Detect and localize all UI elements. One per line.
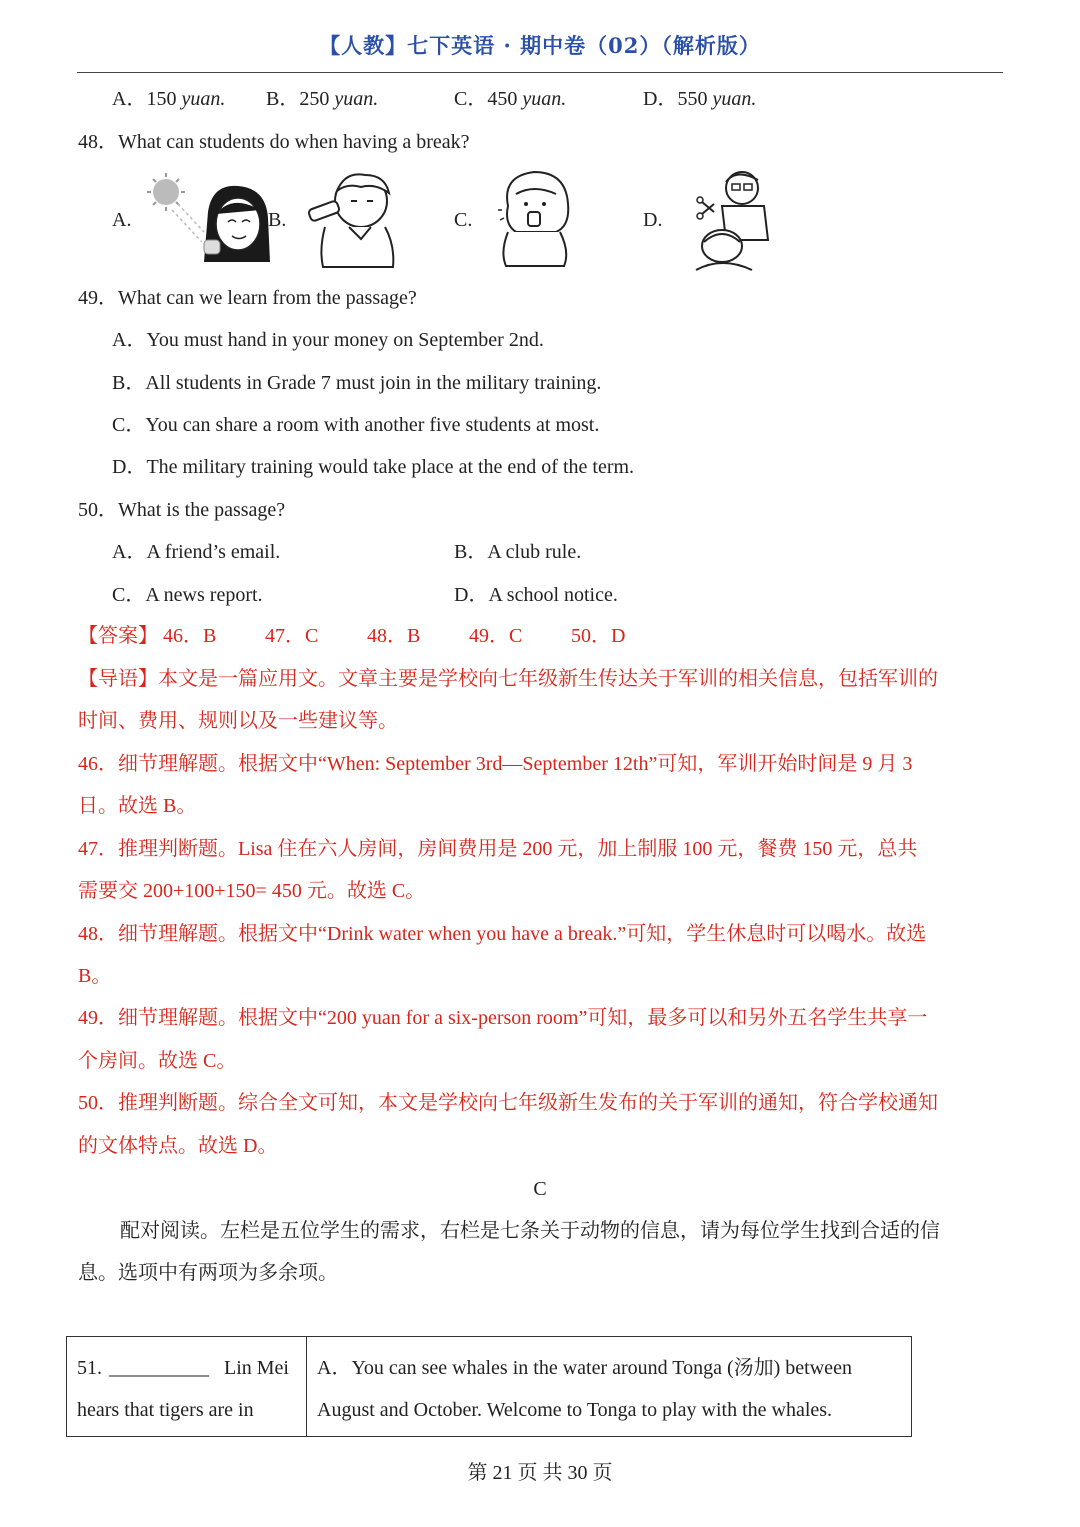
answer-47: 47．C bbox=[265, 625, 319, 647]
q47-option-d: D．550 yuan. bbox=[643, 88, 757, 110]
analysis-q48-line2: B。 bbox=[78, 965, 112, 987]
table-left-name: Lin Mei bbox=[224, 1357, 289, 1379]
barber-cutting-hair-icon bbox=[692, 166, 774, 272]
analysis-q46-line2: 日。故选 B。 bbox=[78, 795, 197, 817]
girl-eating-icon bbox=[494, 166, 576, 268]
section-c-instructions-line2: 息。选项中有两项为多余项。 bbox=[78, 1262, 338, 1284]
answer-label: 【答案】 bbox=[78, 625, 158, 647]
table-right-line2: August and October. Welcome to Tonga to play with the whales. bbox=[317, 1399, 833, 1421]
header-divider bbox=[77, 72, 1003, 73]
q50-option-c: C．A news report. bbox=[112, 584, 263, 606]
q47-option-b: B．250 yuan. bbox=[266, 88, 379, 110]
analysis-q50-line2: 的文体特点。故选 D。 bbox=[78, 1135, 278, 1157]
answer-49: 49．C bbox=[469, 625, 523, 647]
q48-option-b-letter: B. bbox=[268, 209, 287, 231]
section-c-instructions-line1: 配对阅读。左栏是五位学生的需求，右栏是七条关于动物的信息，请为每位学生找到合适的信 bbox=[120, 1220, 940, 1242]
q47-option-a: A．150 yuan. bbox=[112, 88, 226, 110]
analysis-q50-line1: 50．推理判断题。综合全文可知，本文是学校向七年级新生发布的关于军训的通知，符合学校通知 bbox=[78, 1092, 938, 1114]
page-footer-number: 第 21 页 共 30 页 bbox=[467, 1462, 613, 1484]
answer-50: 50．D bbox=[571, 625, 626, 647]
boy-drinking-water-icon bbox=[305, 165, 403, 269]
analysis-intro-line1: 【导语】本文是一篇应用文。文章主要是学校向七年级新生传达关于军训的相关信息，包括军训的 bbox=[78, 668, 938, 690]
q49-option-c: C．You can share a room with another five students at most. bbox=[112, 414, 600, 436]
q49-option-b: B．All students in Grade 7 must join in the military training. bbox=[112, 372, 602, 394]
page-header-title: 【人教】七下英语 · 期中卷（02）（解析版） bbox=[319, 33, 761, 58]
matching-table bbox=[66, 1336, 912, 1437]
q49-option-a: A．You must hand in your money on September 2nd. bbox=[112, 329, 544, 351]
table-left-number: 51. bbox=[77, 1357, 102, 1379]
q48-question: 48．What can students do when having a break? bbox=[78, 131, 470, 153]
section-c-heading: C bbox=[533, 1178, 547, 1200]
answer-46: 46．B bbox=[163, 625, 217, 647]
analysis-q49-line1: 49．细节理解题。根据文中“200 yuan for a six-person room”可知，最多可以和另外五名学生共享一 bbox=[78, 1007, 928, 1029]
q50-option-b: B．A club rule. bbox=[454, 541, 582, 563]
q49-question: 49．What can we learn from the passage? bbox=[78, 287, 417, 309]
q50-option-d: D．A school notice. bbox=[454, 584, 618, 606]
analysis-q47-line1: 47．推理判断题。Lisa 住在六人房间，房间费用是 200 元，加上制服 100 元，餐费 150 元，总共 bbox=[78, 838, 918, 860]
q48-option-a-letter: A. bbox=[112, 209, 132, 231]
analysis-intro-line2: 时间、费用、规则以及一些建议等。 bbox=[78, 710, 398, 732]
analysis-q49-line2: 个房间。故选 C。 bbox=[78, 1050, 237, 1072]
q48-option-d-letter: D. bbox=[643, 209, 663, 231]
q48-option-c-letter: C. bbox=[454, 209, 473, 231]
analysis-q48-line1: 48．细节理解题。根据文中“Drink water when you have a break.”可知，学生休息时可以喝水。故选 bbox=[78, 923, 927, 945]
q50-question: 50．What is the passage? bbox=[78, 499, 286, 521]
analysis-q46-line1: 46．细节理解题。根据文中“When: September 3rd—September 12th”可知，军训开始时间是 9 月 3 bbox=[78, 753, 913, 775]
q49-option-d: D．The military training would take place at the end of the term. bbox=[112, 456, 635, 478]
analysis-q47-line2: 需要交 200+100+150= 450 元。故选 C。 bbox=[78, 880, 426, 902]
answer-48: 48．B bbox=[367, 625, 421, 647]
table-right-line1: A．You can see whales in the water around Tonga (汤加) between bbox=[317, 1357, 852, 1379]
table-left-blank: __________ bbox=[109, 1357, 209, 1379]
girl-in-sun-icon bbox=[142, 172, 272, 264]
q47-option-c: C．450 yuan. bbox=[454, 88, 567, 110]
table-column-divider bbox=[306, 1337, 307, 1436]
q50-option-a: A．A friend’s email. bbox=[112, 541, 281, 563]
table-left-line2: hears that tigers are in bbox=[77, 1399, 254, 1421]
